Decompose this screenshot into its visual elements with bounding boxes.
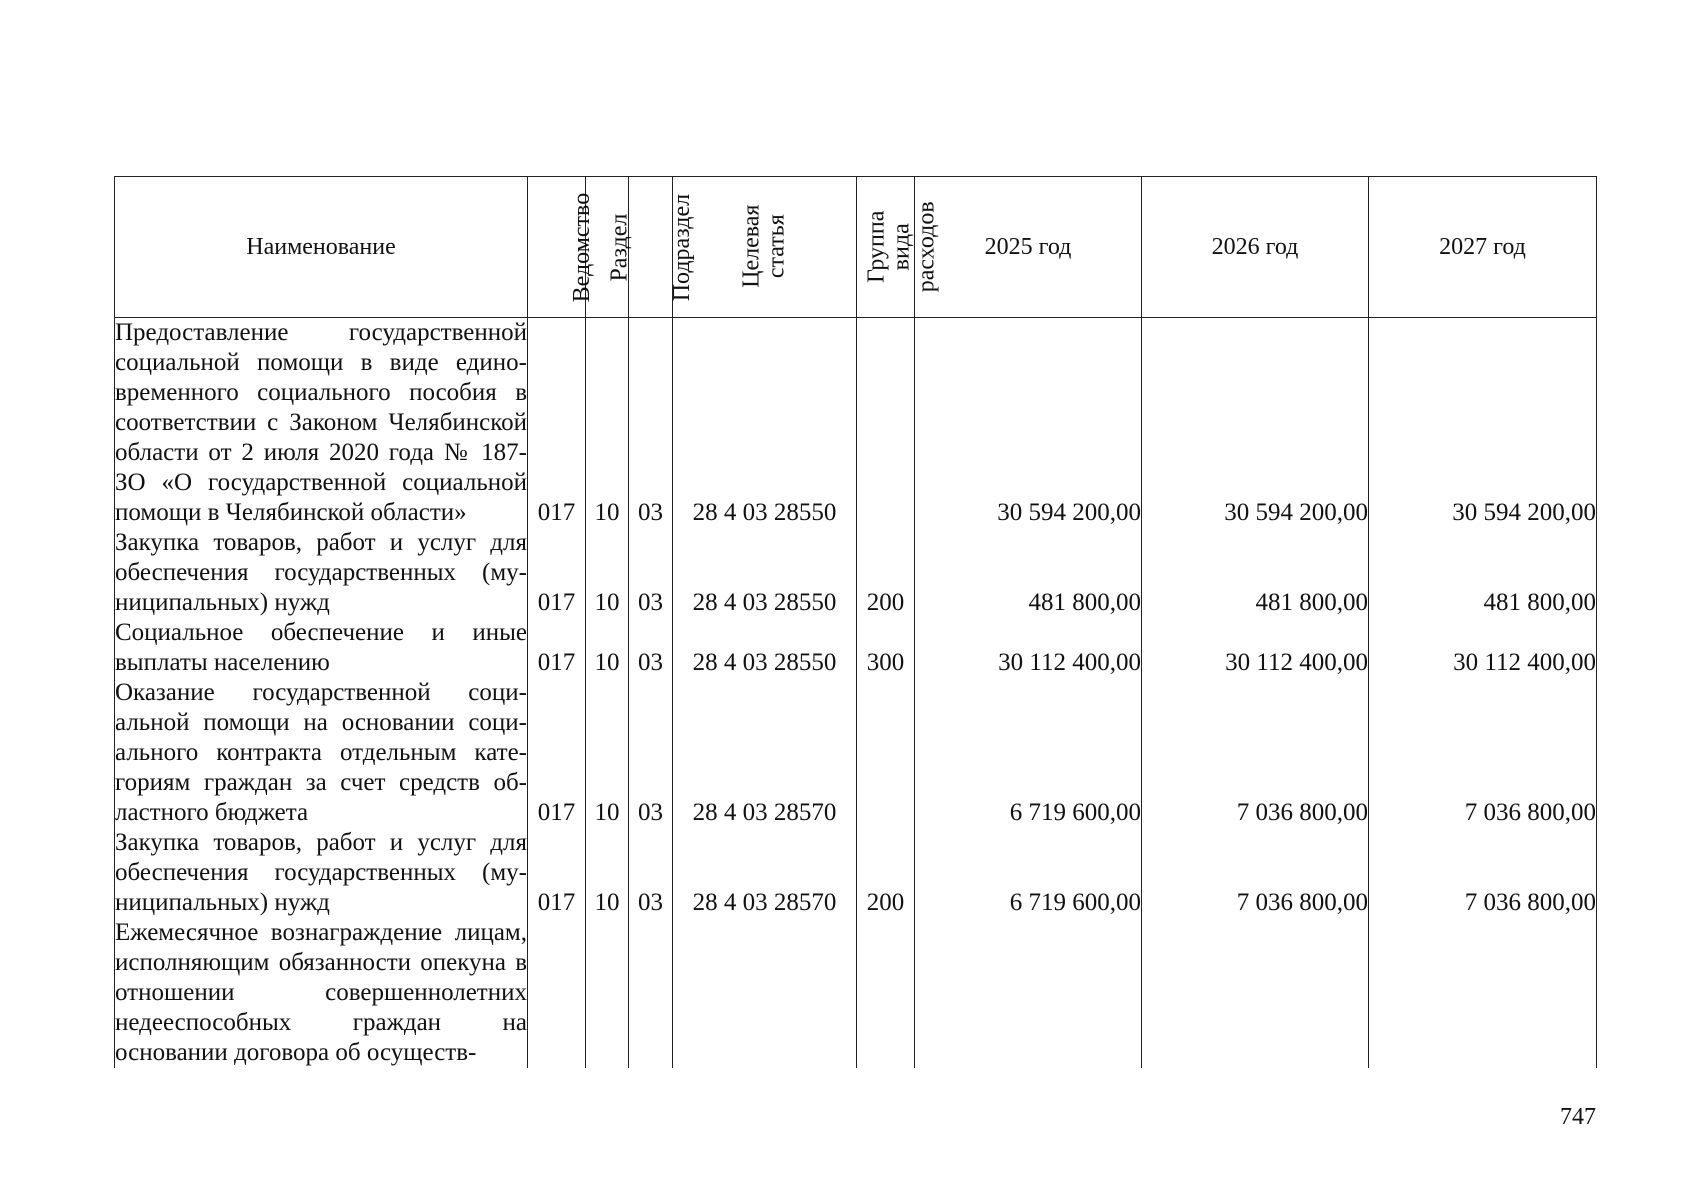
header-year-2025: 2025 год	[915, 177, 1142, 318]
header-target-line1: Целевая	[738, 204, 765, 289]
row-target-article: 28 4 03 28570	[673, 828, 857, 918]
row-podrazdel: 03	[629, 828, 673, 918]
table-row	[115, 618, 1597, 678]
header-podrazdel-label: Подраздел	[669, 193, 696, 301]
row-expense-group	[857, 678, 915, 828]
row-name: Закупка товаров, работ и услуг для обеспечения государственных (муниципальных) нужд	[115, 829, 527, 916]
row-amount-2026	[1142, 918, 1369, 1068]
row-target-article: 28 4 03 28570	[673, 678, 857, 828]
table-row	[115, 918, 1597, 1068]
row-name: Социальное обеспечение и иные выплаты населению	[115, 619, 527, 676]
row-razdel: 10	[586, 678, 629, 828]
row-expense-group	[857, 918, 915, 1068]
row-amount-2025	[915, 918, 1142, 1068]
row-amount-2027: 30 112 400,00	[1369, 618, 1597, 678]
row-razdel	[586, 918, 629, 1068]
row-amount-2027: 30 594 200,00	[1369, 318, 1597, 529]
header-target-article	[673, 177, 857, 318]
row-amount-2026: 30 594 200,00	[1142, 318, 1369, 529]
header-year-2027: 2027 год	[1369, 177, 1597, 318]
row-razdel: 10	[586, 618, 629, 678]
row-razdel: 10	[586, 318, 629, 529]
row-target-article	[673, 918, 857, 1068]
row-amount-2025: 481 800,00	[915, 528, 1142, 618]
row-vedomstvo: 017	[528, 528, 586, 618]
row-target-article: 28 4 03 28550	[673, 618, 857, 678]
page-number: 747	[1560, 1104, 1596, 1130]
row-vedomstvo: 017	[528, 828, 586, 918]
row-amount-2026: 30 112 400,00	[1142, 618, 1369, 678]
row-amount-2025: 30 594 200,00	[915, 318, 1142, 529]
table-row	[115, 528, 1597, 618]
table-row	[115, 318, 1597, 529]
header-expense-group	[857, 177, 941, 318]
row-podrazdel: 03	[629, 678, 673, 828]
row-podrazdel: 03	[629, 528, 673, 618]
header-target-article-label	[739, 205, 789, 288]
row-expense-group: 200	[857, 828, 915, 918]
row-amount-2027: 7 036 800,00	[1369, 828, 1597, 918]
row-amount-2027: 7 036 800,00	[1369, 678, 1597, 828]
header-vedomstvo-label: Ведомство	[569, 192, 596, 302]
header-group-line1: Группа вида	[863, 210, 915, 283]
header-razdel-label: Раздел	[606, 213, 633, 282]
row-podrazdel: 03	[629, 318, 673, 529]
row-vedomstvo: 017	[528, 318, 586, 529]
row-vedomstvo: 017	[528, 678, 586, 828]
row-name: Закупка товаров, работ и услуг для обеспечения государственных (муниципальных) нужд	[115, 529, 527, 616]
row-amount-2026: 7 036 800,00	[1142, 678, 1369, 828]
row-expense-group	[857, 318, 915, 529]
row-amount-2025: 6 719 600,00	[915, 828, 1142, 918]
row-amount-2027: 481 800,00	[1369, 528, 1597, 618]
row-name: Оказание государственной социальной помощи на основании социального контракта отдельным категориям граждан за счет средств областного бюджета	[115, 679, 527, 826]
budget-table	[114, 176, 1597, 1068]
header-podrazdel	[629, 177, 696, 318]
table-header-row	[115, 177, 1597, 318]
row-vedomstvo: 017	[528, 618, 586, 678]
header-group-line2: расходов	[914, 201, 941, 293]
row-expense-group: 300	[857, 618, 915, 678]
row-target-article: 28 4 03 28550	[673, 318, 857, 529]
row-amount-2026: 481 800,00	[1142, 528, 1369, 618]
row-amount-2025: 6 719 600,00	[915, 678, 1142, 828]
row-podrazdel: 03	[629, 618, 673, 678]
row-name: Ежемесячное вознаграждение лицам, исполняющим обязанности опекуна в отношении совершеннолетних недееспособных граждан на основании договора об осуществ-	[115, 919, 527, 1066]
row-podrazdel	[629, 918, 673, 1068]
header-vedomstvo	[528, 177, 596, 318]
table-row	[115, 678, 1597, 828]
row-amount-2025: 30 112 400,00	[915, 618, 1142, 678]
row-amount-2027	[1369, 918, 1597, 1068]
header-target-line2: статья	[763, 214, 790, 279]
table-row	[115, 828, 1597, 918]
header-year-2026: 2026 год	[1142, 177, 1369, 318]
row-target-article: 28 4 03 28550	[673, 528, 857, 618]
row-amount-2026: 7 036 800,00	[1142, 828, 1369, 918]
row-razdel: 10	[586, 828, 629, 918]
row-name: Предоставление государственной социальной помощи в виде единовременного социального пособия в соответствии с Законом Челябинской области от 2 июля 2020 года № 187-ЗО «О государственной социальной помощи в Челябинской области»	[115, 319, 527, 526]
row-vedomstvo	[528, 918, 586, 1068]
header-name: Наименование	[115, 177, 528, 318]
row-expense-group: 200	[857, 528, 915, 618]
header-expense-group-label	[865, 201, 941, 292]
row-razdel: 10	[586, 528, 629, 618]
